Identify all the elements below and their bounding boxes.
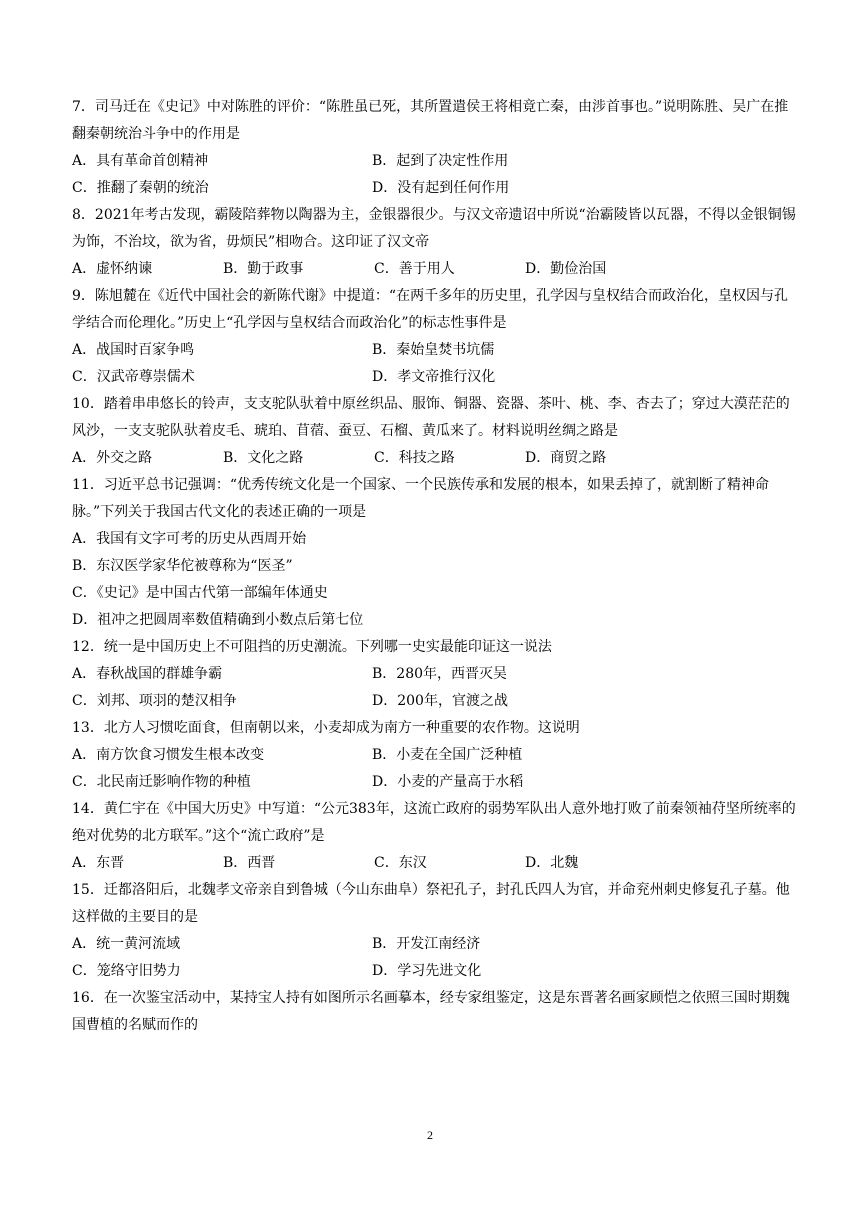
question-12 <box>72 634 802 715</box>
option-a: A．南方饮食习惯发生根本改变 <box>72 747 265 763</box>
options-row <box>72 931 802 958</box>
options-row <box>72 661 802 688</box>
question-stem: 9．陈旭麓在《近代中国社会的新陈代谢》中提道：“在两千多年的历史里，孔学因与皇权结合而政治化，皇权因与孔学结合而伦理化。”历史上“孔学因与皇权结合而政治化”的标志性事件是 <box>72 288 789 331</box>
option-b: B．小麦在全国广泛种植 <box>372 747 523 763</box>
option-a: A．战国时百家争鸣 <box>72 342 195 358</box>
options-row <box>72 256 802 283</box>
option-c: C．科技之路 <box>374 450 455 466</box>
option-d: D．孝文帝推行汉化 <box>372 369 496 385</box>
question-9 <box>72 283 802 391</box>
option-b: B．280年，西晋灭吴 <box>372 666 508 682</box>
option-a: A．外交之路 <box>72 450 153 466</box>
option-a: A．东晋 <box>72 855 125 871</box>
option-d: D．没有起到任何作用 <box>372 180 510 196</box>
option-c: C．善于用人 <box>374 261 455 277</box>
options-row <box>72 175 802 202</box>
options-row <box>72 337 802 364</box>
question-stem: 13．北方人习惯吃面食，但南朝以来，小麦却成为南方一种重要的农作物。这说明 <box>72 720 580 736</box>
option-c: C．推翻了秦朝的统治 <box>72 180 209 196</box>
question-stem: 16．在一次鉴宝活动中，某持宝人持有如图所示名画摹本，经专家组鉴定，这是东晋著名画家顾恺之依照三国时期魏国曹植的名赋而作的 <box>72 990 790 1033</box>
options-row <box>72 688 802 715</box>
question-stem: 11．习近平总书记强调：“优秀传统文化是一个国家、一个民族传承和发展的根本，如果丢掉了，就割断了精神命脉。”下列关于我国古代文化的表述正确的一项是 <box>72 477 769 520</box>
question-8 <box>72 202 802 283</box>
option-d: D．学习先进文化 <box>372 963 482 979</box>
option-c: C．北民南迁影响作物的种植 <box>72 774 251 790</box>
option-b: B．开发江南经济 <box>372 936 481 952</box>
option-c: C．汉武帝尊崇儒术 <box>72 369 195 385</box>
options-row <box>72 769 802 796</box>
option-c: C．刘邦、项羽的楚汉相争 <box>72 693 237 709</box>
question-15 <box>72 877 802 985</box>
option-c: C．东汉 <box>374 855 427 871</box>
option-c: C．《史记》是中国古代第一部编年体通史 <box>72 585 328 601</box>
question-stem: 8．2021年考古发现，霸陵陪葬物以陶器为主，金银器很少。与汉文帝遗诏中所说“治霸陵皆以瓦器，不得以金银铜锡为饰，不治坟，欲为省，毋烦民”相吻合。这印证了汉文帝 <box>72 207 796 250</box>
option-c: C．笼络守旧势力 <box>72 963 181 979</box>
option-d: D．商贸之路 <box>525 450 607 466</box>
option-a: A．具有革命首创精神 <box>72 153 209 169</box>
option-b: B．勤于政事 <box>223 261 304 277</box>
question-stem: 14．黄仁宇在《中国大历史》中写道：“公元383年，这流亡政府的弱势军队出人意外地打败了前秦领袖苻坚所统率的绝对优势的北方联军。”这个“流亡政府”是 <box>72 801 796 844</box>
question-13 <box>72 715 802 796</box>
options-row <box>72 958 802 985</box>
exam-page <box>72 94 802 1039</box>
option-b: B．东汉医学家华佗被尊称为“医圣” <box>72 558 293 574</box>
question-14 <box>72 796 802 877</box>
question-stem: 12．统一是中国历史上不可阻挡的历史潮流。下列哪一史实最能印证这一说法 <box>72 639 552 655</box>
options-row <box>72 364 802 391</box>
question-stem: 15．迁都洛阳后，北魏孝文帝亲自到鲁城（今山东曲阜）祭祀孔子，封孔氏四人为官，并命兖州刺史修复孔子墓。他这样做的主要目的是 <box>72 882 790 925</box>
option-b: B．西晋 <box>223 855 276 871</box>
options-row <box>72 850 802 877</box>
option-a: A．虚怀纳谏 <box>72 261 153 277</box>
question-16 <box>72 985 802 1039</box>
option-b: B．文化之路 <box>223 450 304 466</box>
option-d: D．勤俭治国 <box>525 261 607 277</box>
option-b: B．秦始皇焚书坑儒 <box>372 342 495 358</box>
option-a: A．统一黄河流域 <box>72 936 181 952</box>
options-row <box>72 148 802 175</box>
option-d: D．北魏 <box>525 855 579 871</box>
option-a: A．春秋战国的群雄争霸 <box>72 666 223 682</box>
options-row <box>72 742 802 769</box>
page-number: 2 <box>427 1128 433 1142</box>
question-stem: 7．司马迁在《史记》中对陈胜的评价：“陈胜虽已死，其所置遣侯王将相竟亡秦，由涉首事也。”说明陈胜、吴广在推翻秦朝统治斗争中的作用是 <box>72 99 789 142</box>
option-d: D．小麦的产量高于水稻 <box>372 774 524 790</box>
option-a: A．我国有文字可考的历史从西周开始 <box>72 531 307 547</box>
option-d: D．祖冲之把圆周率数值精确到小数点后第七位 <box>72 612 364 628</box>
question-11 <box>72 472 802 634</box>
question-10 <box>72 391 802 472</box>
options-row <box>72 445 802 472</box>
question-stem: 10．踏着串串悠长的铃声，支支驼队驮着中原丝织品、服饰、铜器、瓷器、茶叶、桃、李、杏去了；穿过大漠茫茫的风沙，一支支驼队驮着皮毛、琥珀、苜蓿、蚕豆、石榴、黄瓜来了。材料说明丝绸之路是 <box>72 396 790 439</box>
option-b: B．起到了决定性作用 <box>372 153 509 169</box>
option-d: D．200年，官渡之战 <box>372 693 508 709</box>
question-7 <box>72 94 802 202</box>
